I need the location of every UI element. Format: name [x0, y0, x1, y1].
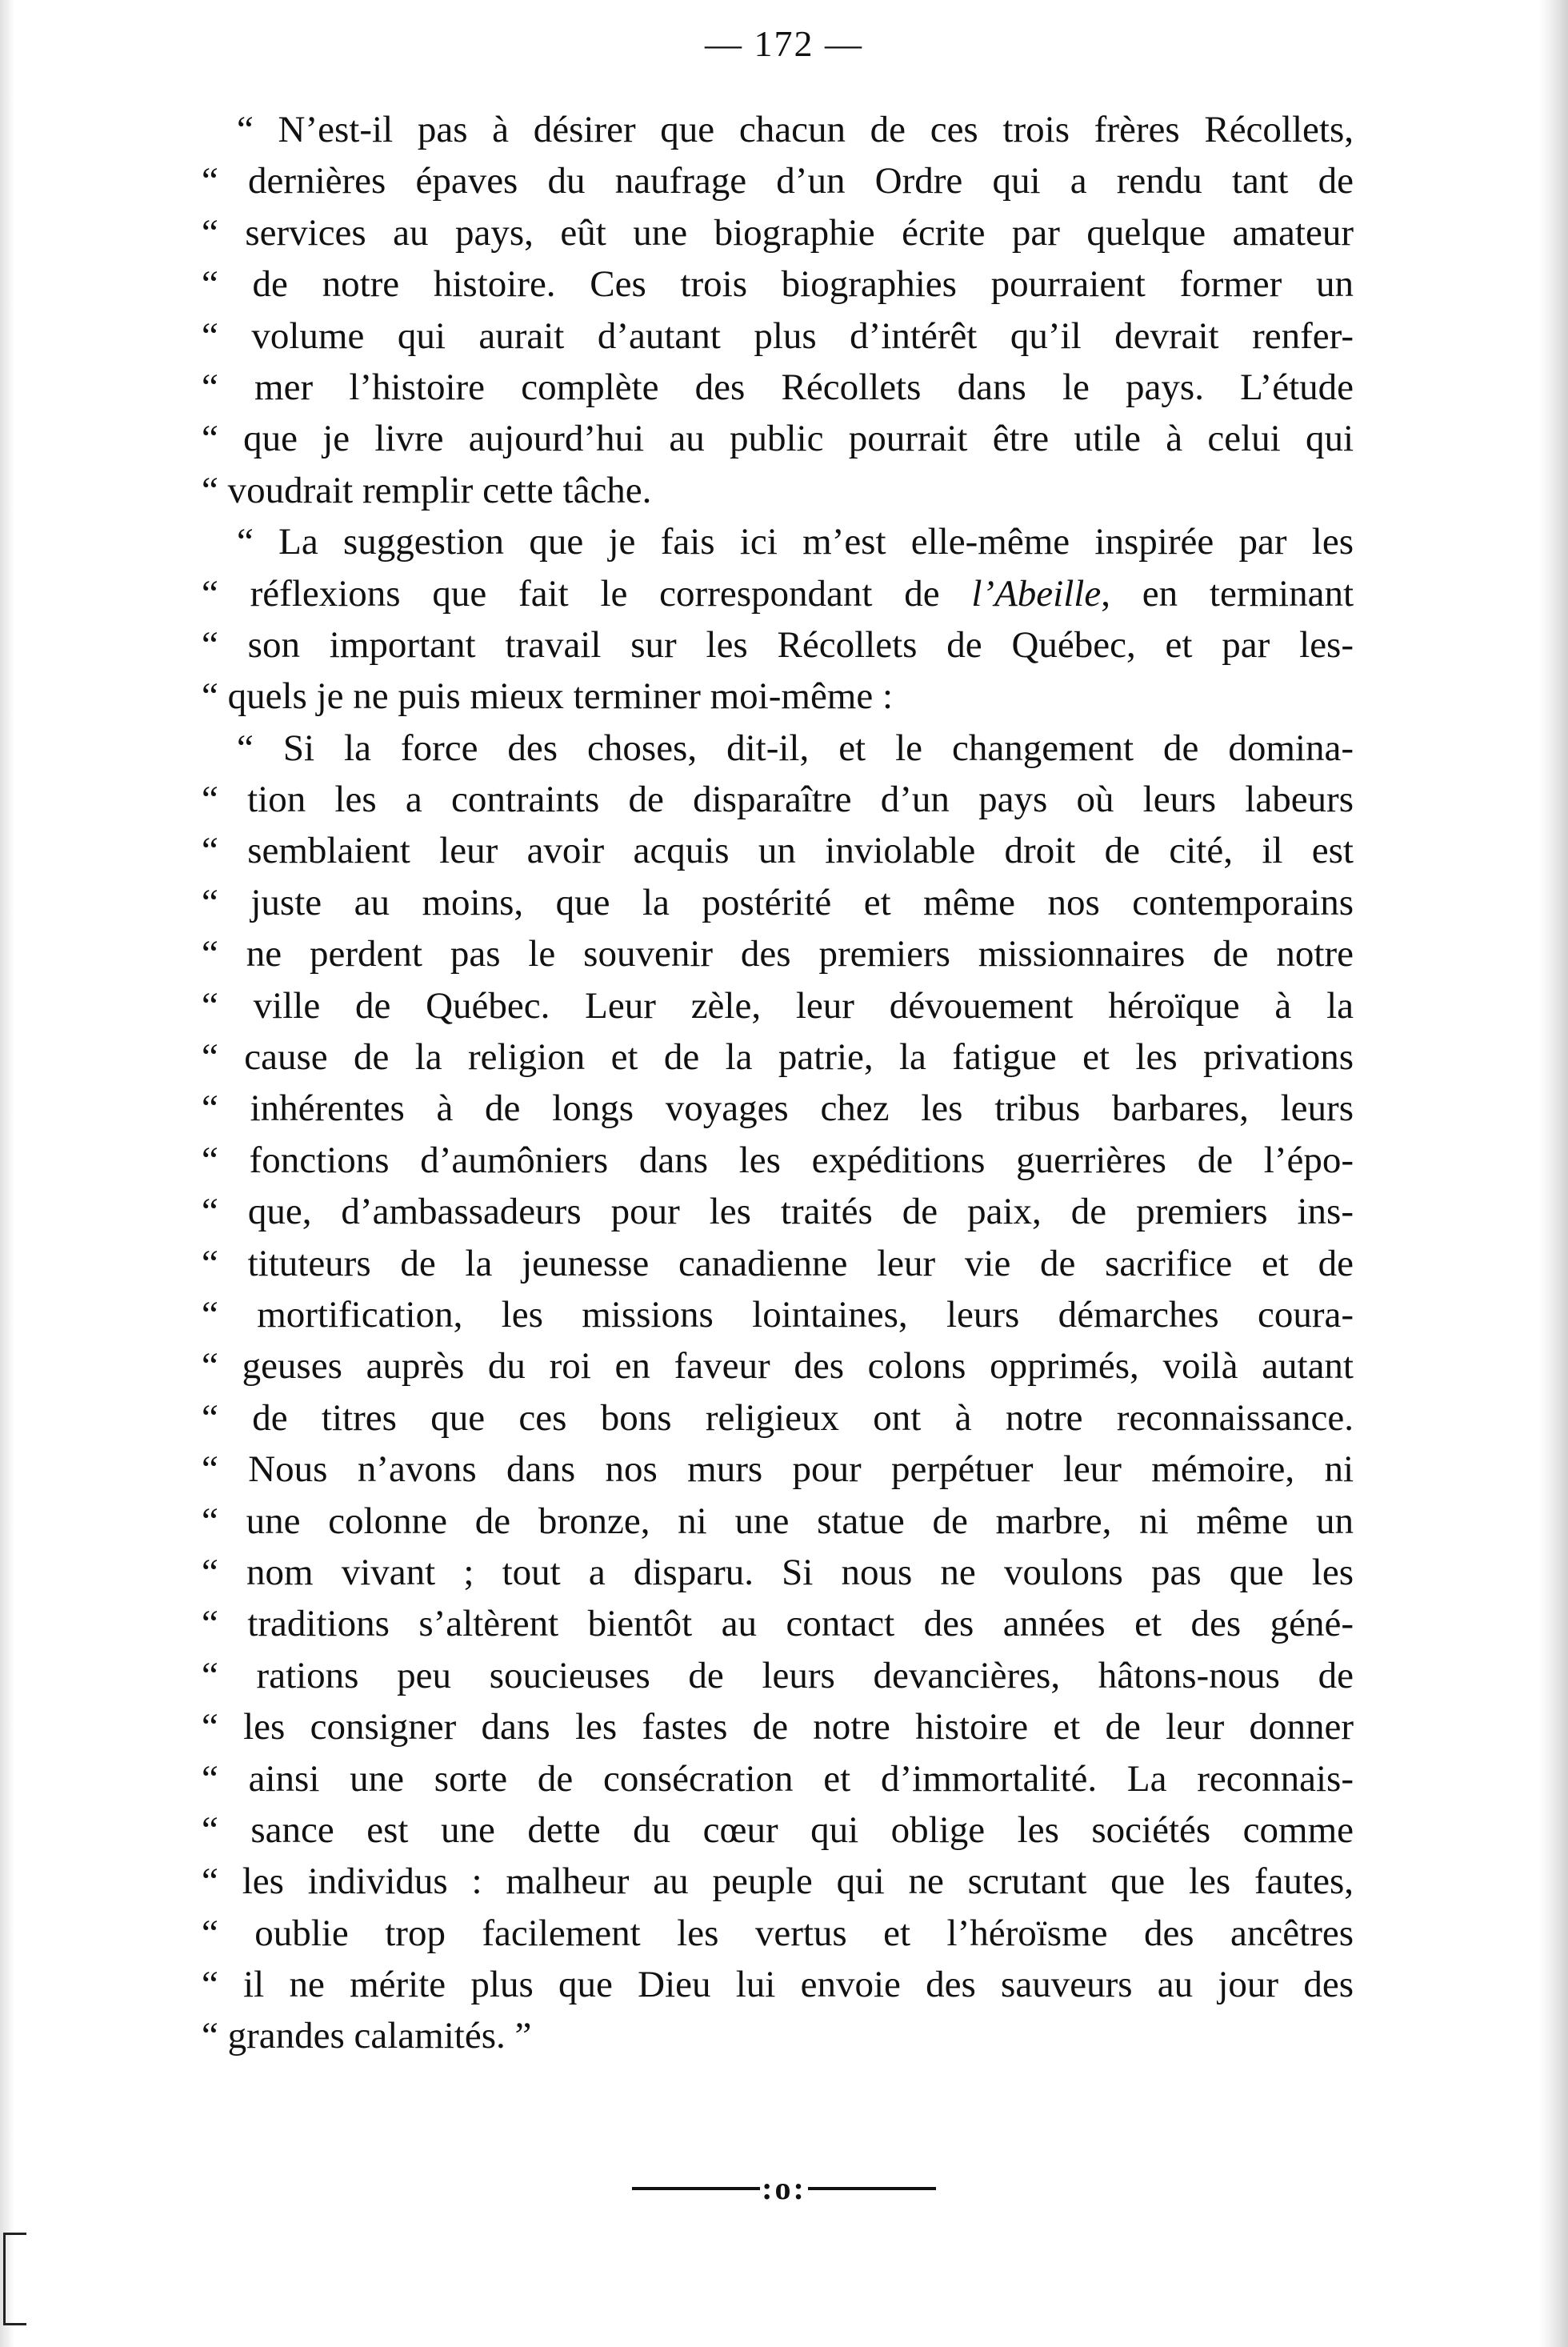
text-line: “ de notre histoire. Ces trois biographies pourraient former un [202, 263, 1354, 306]
text-line: “ mortification, les missions lointaines, leurs démarches coura- [202, 1293, 1354, 1336]
text-line: “ volume qui aurait d’autant plus d’intérêt qu’il devrait renfer- [202, 314, 1354, 357]
text-line: “ juste au moins, que la postérité et même nos contemporains [202, 881, 1354, 923]
text-line: “ dernières épaves du naufrage d’un Ordre qui a rendu tant de [202, 160, 1354, 202]
text-line: “ tituteurs de la jeunesse canadienne leur vie de sacrifice et de [202, 1242, 1354, 1284]
body-text [202, 104, 1354, 2062]
text-line: “ sance est une dette du cœur qui oblige les sociétés comme [202, 1808, 1354, 1851]
text-line: “ que je livre aujourd’hui au public pourrait être utile à celui qui [202, 418, 1354, 460]
text-line: “ ne perdent pas le souvenir des premiers missionnaires de notre [202, 933, 1354, 975]
margin-bracket-mark [3, 2233, 26, 2325]
page-left-edge-shadow [0, 0, 14, 2347]
text-line: “ les consigner dans les fastes de notre histoire et de leur donner [202, 1706, 1354, 1748]
text-line: “ services au pays, eût une biographie écrite par quelque amateur [202, 211, 1354, 254]
text-line: “ de titres que ces bons religieux ont à notre reconnaissance. [202, 1396, 1354, 1439]
text-line: “ ainsi une sorte de consécration et d’immortalité. La reconnais- [202, 1757, 1354, 1800]
text-line: “ grandes calamités. ” [202, 2015, 532, 2057]
separator-ornament: :o: [762, 2170, 806, 2207]
text-segment: , en terminant [1101, 572, 1354, 615]
text-line: “ tion les a contraints de disparaître d’un pays où leurs labeurs [202, 779, 1354, 821]
section-separator [0, 2166, 1568, 2207]
text-line: “ mer l’histoire complète des Récollets dans le pays. L’étude [202, 366, 1354, 408]
separator-rule-right [808, 2187, 936, 2190]
text-line: “ inhérentes à de longs voyages chez les tribus barbares, leurs [202, 1087, 1354, 1130]
text-line: “ ville de Québec. Leur zèle, leur dévouement héroïque à la [202, 984, 1354, 1027]
text-line: “ quels je ne puis mieux terminer moi-même : [202, 675, 894, 718]
page-right-edge-shadow [1539, 0, 1568, 2347]
text-line: “ Si la force des choses, dit-il, et le changement de domina- [237, 727, 1354, 769]
text-line: “ traditions s’altèrent bientôt au contact des années et des géné- [202, 1603, 1354, 1645]
text-line: “ que, d’ambassadeurs pour les traités de paix, de premiers ins- [202, 1191, 1354, 1233]
separator-rule-left [632, 2187, 760, 2190]
text-line: “ geuses auprès du roi en faveur des colons opprimés, voilà autant [202, 1345, 1354, 1388]
italic-title-abeille: l’Abeille [971, 572, 1102, 615]
text-line: “ La suggestion que je fais ici m’est elle-même inspirée par les [237, 521, 1354, 563]
text-line: “ cause de la religion et de la patrie, la fatigue et les privations [202, 1036, 1354, 1079]
text-line: “ N’est-il pas à désirer que chacun de ces trois frères Récollets, [237, 109, 1354, 150]
text-line: “ rations peu soucieuses de leurs devancières, hâtons-nous de [202, 1654, 1354, 1696]
text-line: “ il ne mérite plus que Dieu lui envoie des sauveurs au jour des [202, 1964, 1354, 2006]
text-line: “ semblaient leur avoir acquis un inviolable droit de cité, il est [202, 830, 1354, 872]
text-line: “ son important travail sur les Récollets de Québec, et par les- [202, 623, 1354, 666]
page-number: — 172 — [705, 23, 863, 64]
text-line: “ fonctions d’aumôniers dans les expéditions guerrières de l’épo- [202, 1139, 1354, 1181]
text-line: “ les individus : malheur au peuple qui ne scrutant que les fautes, [202, 1860, 1354, 1903]
text-segment: “ réflexions que fait le correspondant de [202, 572, 940, 615]
text-line: “ une colonne de bronze, ni une statue de marbre, ni même un [202, 1500, 1354, 1542]
text-line: “ nom vivant ; tout a disparu. Si nous ne voulons pas que les [202, 1551, 1354, 1593]
text-line: “ Nous n’avons dans nos murs pour perpétuer leur mémoire, ni [202, 1448, 1354, 1491]
text-line [202, 568, 1354, 619]
text-line: “ oublie trop facilement les vertus et l’héroïsme des ancêtres [202, 1912, 1354, 1954]
text-line: “ voudrait remplir cette tâche. [202, 469, 652, 511]
